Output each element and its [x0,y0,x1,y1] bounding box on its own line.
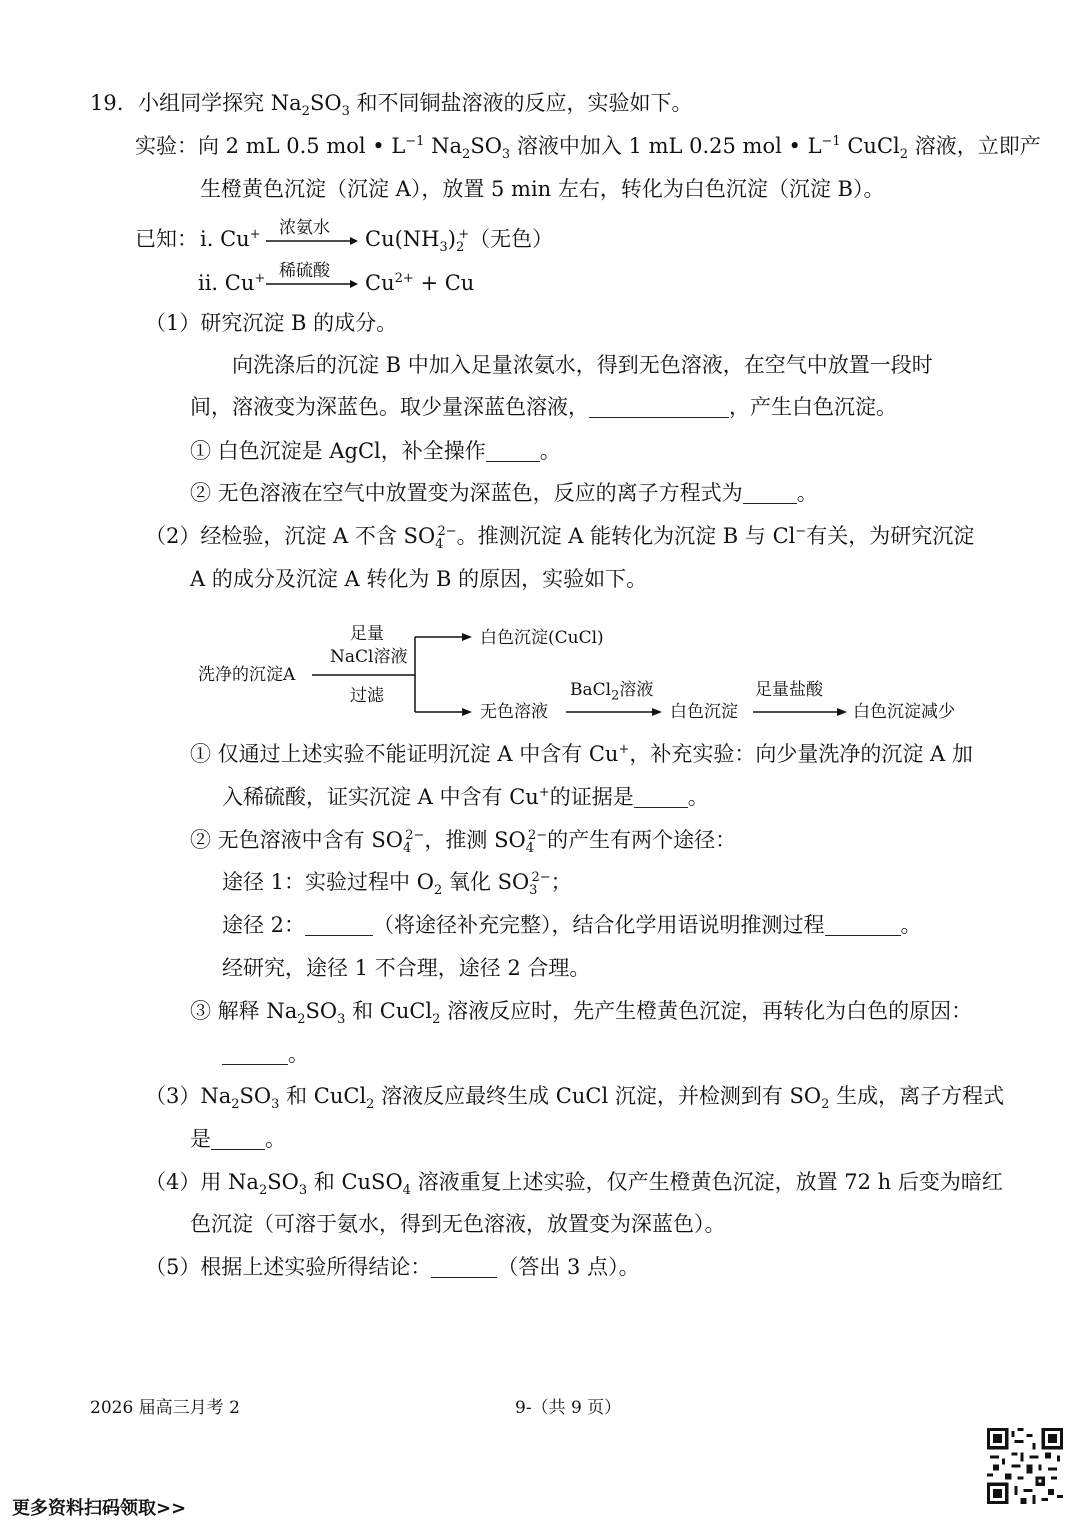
known-ii-reagent: 稀硫酸 [279,261,330,281]
answer-blank[interactable] [431,1257,497,1278]
part2-path-2: 途径 2： （将途径补充完整），结合化学用语说明推测过程 。 [222,913,922,937]
answer-blank[interactable] [825,915,901,936]
part2-sub-3-answer: 。 [222,1041,309,1067]
flow-mid: 白色沉淀 [670,702,738,722]
answer-blank[interactable] [634,787,688,808]
question-number: 19. [90,91,124,115]
experiment-line-1: 实验：向 2 mL 0.5 mol • $L^{-1}$ $Na_2SO_3$ 溶液中加入 1 mL 0.25 mol • $L^{-1}$ CuCl$_2$ 溶液，立即产 [135,134,1041,163]
answer-blank[interactable] [222,1044,288,1065]
part2-line-1: （2）经检验，沉淀 A 不含 $SO_4^{2-}$。推测沉淀 A 能转化为沉淀 B 与 Cl−有关，为研究沉淀 [145,524,975,553]
answer-blank[interactable] [211,1129,265,1150]
known-ii-product: $Cu^{2+} + Cu$ [365,271,475,295]
part2-path-1: 途径 1：实验过程中 $O_2$ 氧化 $SO_3^{2-}$； [222,870,572,899]
part2-line-2: A 的成分及沉淀 A 转化为 B 的原因，实验如下。 [190,567,648,591]
flow-start: 洗净的沉淀A [198,665,296,685]
flow-reagent-top-2: NaCl溶液 [330,647,408,667]
footer-exam-name: 2026 届高三月考 2 [90,1398,240,1418]
part2-sub-2: ② 无色溶液中含有 $SO_4^{2-}$，推测 $SO_4^{2-}$的产生有两个途径： [190,828,737,857]
experiment-line-2: 生橙黄色沉淀（沉淀 A），放置 5 min 左右，转化为白色沉淀（沉淀 B）。 [200,177,885,201]
part1-title: （1）研究沉淀 B 的成分。 [145,311,398,335]
known-reaction-ii: ii. Cu+ [198,271,266,295]
part1-body-2: 间，溶液变为深蓝色。取少量深蓝色溶液， ，产生白色沉淀。 [190,395,897,419]
part2-sub-1-line-2: 入稀硫酸，证实沉淀 A 中含有 Cu+的证据是 。 [222,785,709,809]
part1-sub-2: ② 无色溶液在空气中放置变为深蓝色，反应的离子方程式为 。 [190,481,818,505]
part3-line-1: $(3)Na_2SO_3$ 和 CuCl$_2$ 溶液反应最终生成 CuCl 沉淀，并检测到有 $SO_2$ 生成，离子方程式 [145,1084,1005,1113]
part1-sub-1: ① 白色沉淀是 AgCl，补全操作 。 [190,439,561,463]
flow-reagent-top-1: 足量 [350,624,384,644]
flow-reagent-3: 足量盐酸 [755,680,823,700]
part2-sub-3: ③ 解释 $Na_2SO_3$ 和 CuCl$_2$ 溶液反应时，先产生橙黄色沉淀，再转化为白色的原因： [190,999,973,1028]
more-resources-link[interactable]: 更多资料扫码领取>> [12,1498,187,1519]
qr-code-icon[interactable] [987,1428,1063,1504]
flow-end: 白色沉淀减少 [853,702,955,722]
answer-blank[interactable] [305,915,373,936]
known-i-reagent: 浓氨水 [279,218,330,238]
part2-conclusion: 经研究，途径 1 不合理，途径 2 合理。 [222,956,591,980]
part4-line-2: 色沉淀（可溶于氨水，得到无色溶液，放置变为深蓝色）。 [190,1212,726,1236]
known-label: 已知： [135,227,198,251]
part1-body-1: 向洗涤后的沉淀 B 中加入足量浓氨水，得到无色溶液，在空气中放置一段时 [232,353,933,377]
known-reaction-i: i. Cu+ [200,227,261,251]
flow-out-top: 白色沉淀(CuCl) [480,628,604,648]
flow-reagent-bottom: 过滤 [350,686,384,706]
known-i-product: $Cu(NH_3)_2^+$（无色） [365,227,554,256]
part3-line-2: 是 。 [190,1127,286,1151]
flow-out-bottom: 无色溶液 [480,702,548,722]
flow-reagent-2: BaCl$_2$溶液 [570,680,654,704]
part2-sub-1-line-1: ① 仅通过上述实验不能证明沉淀 A 中含有 Cu+，补充实验：向少量洗净的沉淀 A 加 [190,742,973,766]
footer-page-number: 9-（共 9 页） [515,1398,622,1418]
part4-line-1: （4）用 $Na_2SO_3$ 和 CuSO$_4$ 溶液重复上述实验，仅产生橙黄色沉淀，放置 72 h 后变为暗红 [145,1170,1003,1199]
part5-line: （5）根据上述实验所得结论： （答出 3 点）。 [145,1255,640,1279]
question-intro: 小组同学探究 $Na_2SO_3$ 和不同铜盐溶液的反应，实验如下。 [138,91,693,120]
